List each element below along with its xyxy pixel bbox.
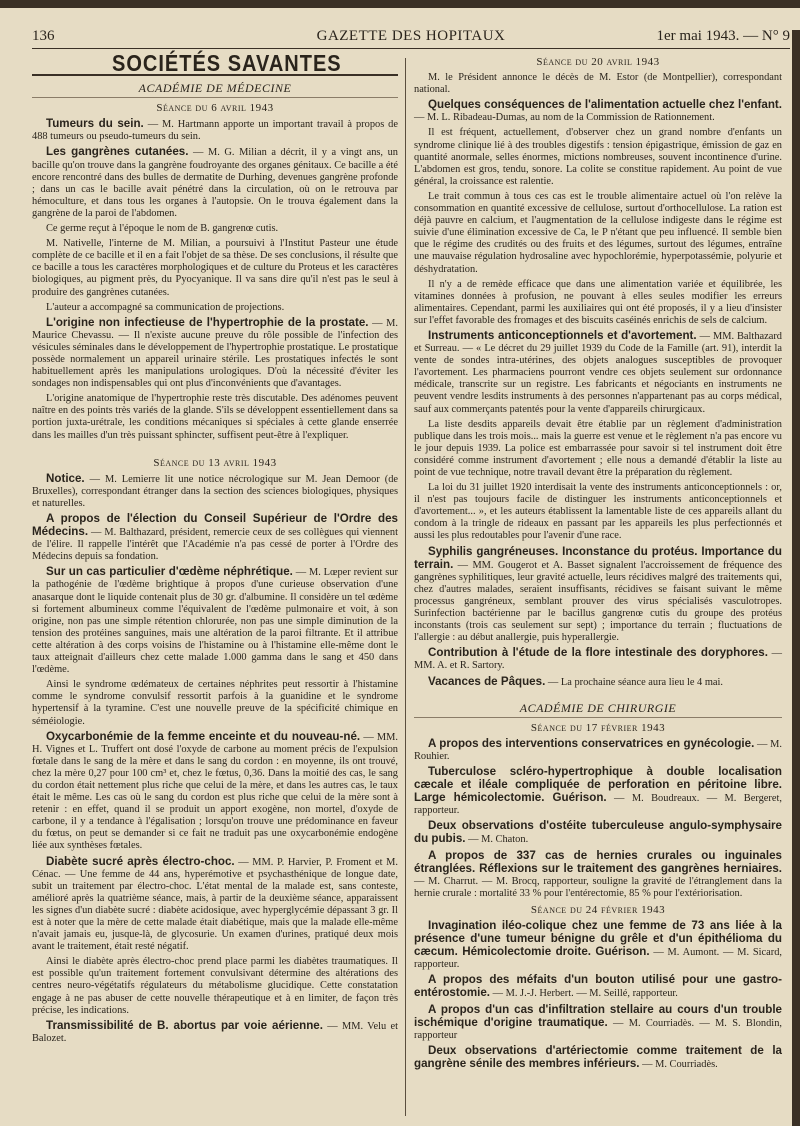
section-header — [32, 51, 398, 77]
article-text: — M. Maurice Chevassu. — Il n'existe aucune preuve du rôle possible de l'infection des vésicules séminales dans le développement de l'hypertrophie prostatique. Le prostatique possède normalement un appareil urinaire stérile. Les prostatiques infectés le sont habituellement après les manipulations urologiques. D'où la nécessité d'éviter les sondages non indispensables qui ont plus d'inconvénients que d'avantages. — [32, 317, 399, 390]
article-title: Notice. — [46, 471, 85, 485]
scan-top-edge — [0, 0, 800, 8]
article-title: Instruments anticonceptionnels et d'avortement. — [428, 328, 697, 342]
article-title: A propos de 337 cas de hernies crurales ou inguinales étranglées. Réflexions sur le traitement des gangrènes herniaires. — [414, 848, 782, 875]
article-title: A propos de l'élection du Conseil Supérieur de l'Ordre des Médecins. — [32, 512, 398, 539]
article-title: Syphilis gangréneuses. Inconstance du protéus. Importance du terrain. — [414, 544, 782, 571]
column-divider — [405, 58, 406, 1116]
section-title: SOCIÉTÉS SAVANTES — [112, 51, 342, 77]
article-text: — M. Charrut. — M. Brocq, rapporteur, souligne la gravité de l'étranglement dans la hernie crurale : mortalité 33 % pour l'entérectomie, 85 % pour l'extériorisation. — [414, 875, 782, 899]
issue-date: 1er mai 1943. — N° 9 — [656, 28, 790, 44]
article-title: Invagination iléo-colique chez une femme de 73 ans liée à la présence d'une tumeur bénigne du grêle et d'un épithélioma du cæcum. Hémicolectomie droite. Guérison. — [414, 919, 782, 959]
article-title: Oxycarbonémie de la femme enceinte et du nouveau-né. — [46, 729, 361, 743]
article-title: Tuberculose scléro-hypertrophique à double localisation cæcale et iléale compliquée de perforation en péritoine libre. Large hémicolectomie. Guérison. — [414, 764, 782, 805]
article-title: Tumeurs du sein. — [46, 117, 144, 131]
article-text: — MM. H. Vignes et L. Truffert ont dosé l'oxyde de carbone au moment précis de l'expulsion fœtale dans le sang de la mère et dans le sang du cordon : en moyenne, ils ont trouvé, chez la mère 0,27 pour 100 cm³ et, chez le fœtus, 0,36. Dans la moitié des cas, le sang du cordon était nettement plus riche que celui de la mère, et dans les autres cas, le taux était le même. Les cas où le sang du cordon est plus riche que celui de la mère sont à retenir : en effet, quand il se produit un apport exogène, non mortel, d'oxyde de carbone, il y a tendance à l'égalisation ; lorsqu'on trouve une prédominance en faveur du fœtus, on peut se demander si ce fait ne traduit pas une oxycarbonémie endogène liée aux synthèses fœtales. — [32, 731, 398, 852]
article-title: A propos des interventions conservatrices en gynécologie. — [428, 736, 755, 750]
paragraph: Il est fréquent, actuellement, d'observer chez un grand nombre d'enfants un syndrome clinique lié à des troubles digestifs : tension épigastrique, émission de gaz en quantité anormale, selles énormes, mictions nombreuses, souvent incontinence d'urine. L'abdomen est gros, tendu, sonore. La colite se constitue rapidement. Au point de vue général, la croissance est ralentie. — [414, 127, 782, 187]
academy-heading: ACADÉMIE DE MÉDECINE — [32, 82, 398, 98]
paragraph: La loi du 31 juillet 1920 interdisait la vente des instruments anticonceptionnels : or, il n'est pas toujours facile de distinguer les instruments anticonceptionnels et d'avortement... », et les auteurs établissent la lamentable liste de ces appareils allant du condom à la tringle de rideaux en passant par les appareils les plus perfectionnés et aussi les plus redoutables pour l'avenir d'une race. — [414, 482, 782, 542]
article — [414, 1004, 782, 1042]
article-text: — M. Boudreaux. — M. Bergeret, rapporteur. — [414, 793, 782, 817]
article — [414, 99, 782, 124]
article-text: — M. J.-J. Herbert. — M. Seillé, rapporteur. — [490, 988, 678, 1000]
article — [414, 738, 782, 763]
article-text: — M. Lœper revient sur la pathogénie de l'œdème brightique à propos d'une curieuse observation d'une anasarque dont le liquide contenait plus de 30 gr. d'albumine. Il considère un tel œdème si fortement albumineux comme l'équivalent de l'œdème pulmonaire et voit, à son origine, non pas une simple rétention chlorurée, non pas une simple diminution de la tension des protéines sanguines, mais une altération de la paroi filtrante. Et il attribue cette altération à des corps voisins de l'histamine ou à l'histamine elle-même dont le taux atteignait d'ailleurs chez cette malade 1.000 gamma dans le sang et 450 dans l'œdème. — [32, 567, 398, 676]
seance-heading: Séance du 24 février 1943 — [530, 903, 666, 916]
article-title: Quelques conséquences de l'alimentation actuelle chez l'enfant. — [428, 98, 782, 112]
article-title: Deux observations d'ostéite tuberculeuse angulo-symphysaire du pubis. — [414, 819, 782, 846]
article-text: — M. Hartmann apporte un important travail à propos de 488 tumeurs ou pseudo-tumeurs du sein. — [32, 119, 398, 143]
article-text: — M. Lemierre lit une notice nécrologique sur M. Jean Demoor (de Bruxelles), correspondant étranger dans la section des sciences biologiques, physiques et naturelles. — [32, 473, 398, 509]
seance-heading: Séance du 17 février 1943 — [530, 721, 666, 734]
article — [414, 1045, 782, 1071]
article — [414, 766, 782, 817]
paragraph: La liste desdits appareils devait être établie par un règlement d'administration publique dans les trois mois... mais la guerre est venue et le règlement n'a pas encore vu le jour depuis 1939. La police est embarrassée pour savoir si tel instrument doit être considéré comme instrument d'avortement ; elle nous a demandé d'établir la liste au point de vue technique, notre travail devant être la préparation du règlement. — [414, 418, 782, 478]
page-header — [32, 22, 790, 49]
article-text: — M. G. Milian a décrit, il y a vingt ans, un bacille qu'on trouve dans la gangrène foudroyante des organes génitaux. Ce bacille a été encore rencontré dans des bulles de dermatite de Durhing, devenues gangrène profonde ; dans un cas le bacille avait pénétré dans la circulation, où on le retrouva par hémoculture, et dans tous les organes à l'autopsie. On le trouva également dans la gangrène de la paroi de l'abdomen. — [32, 147, 398, 219]
article-text: — MM. Gougerot et A. Basset signalent l'accroissement de fréquence des gangrènes syphilitiques, leur gravité actuelle, leurs récidives malgré des traitements qui, chez d'autres malades, seraient insuffisants, récidives se faisant suivant le même processus gangréneux, semblant prouver des virus spécialisés vasculotropes. Surinfection bactérienne par le bacillus gangrenœ cutis du groupe des protéus inconstants (trois cas seulement sur sept) ; importance du terrain ; fluctuations de l'allergie : au début anallergie, puis hyperallergie. — [414, 559, 782, 644]
paragraph: L'origine anatomique de l'hypertrophie reste très discutable. Des adénomes peuvent naître en des points très variés de la glande. S'ils se développent essentiellement dans sa portion juxta-urétrale, les conditions mécaniques si spéciales à cette glande enserrée dans les mailles d'un très puissant sphincter, suffisent peut-être à l'expliquer. — [32, 393, 398, 441]
article-text: — MM. P. Harvier, P. Froment et M. Cénac. — Une femme de 44 ans, hyperémotive et psychasthénique de longue date, subit un traitement par électro-choc. L'état mental de la malade est, sans conteste, amélioré après la quatrième séance, mais, à partir de la deuxième séance, apparaissent les signes d'un diabète sucré : diabète acidosique, avec hyperglycémie dépassant 3 gr. Il est à noter que la mère de cette malade était diabétique, mais que la malade elle-même n'avait jamais eu, jusque-là, de glycosurie. Un examen d'urines, pratiqué deux mois avant le traitement, était resté négatif. — [32, 856, 398, 953]
article — [414, 920, 782, 971]
article-text: — MM. Velu et Balozet. — [32, 1020, 398, 1044]
article-title: L'origine non infectieuse de l'hypertrophie de la prostate. — [46, 315, 369, 329]
article — [32, 566, 398, 676]
paragraph: Le trait commun à tous ces cas est le trouble alimentaire actuel où l'on relève la consommation en quantité excessive de cellulose, surtout d'orthocellulose. La ration est déjà pauvre en calcium, et l'augmentation de la cellulose indigeste dans le régime est suivie d'une élimination excessive de Ca, le P n'étant que peu influencé. Il semble bien que le régime des crudités ou des fruits et des légumes, surtout des légumes, entraîne une mauvaise régulation hydrosaline avec hypochlorémie, hyperpotassémie, polyurie et déshydratation. — [414, 190, 782, 275]
article-text: — MM. A. et R. Sartory. — [414, 648, 782, 672]
paragraph: M. le Président annonce le décès de M. Estor (de Montpellier), correspondant national. — [414, 72, 782, 96]
article-text: — M. Balthazard, président, remercie ceux de ses collègues qui viennent de l'élire. Il rappelle l'intérêt que l'Académie n'a pas cessé de porter à l'Ordre des Médecins depuis sa fondation. — [32, 527, 398, 563]
article-text: — M. L. Ribadeau-Dumas, au nom de la Commission de Rationnement. — [414, 112, 715, 124]
article — [32, 118, 398, 143]
article — [414, 647, 782, 672]
article-text: — M. Chaton. — [465, 834, 529, 846]
article — [414, 850, 782, 900]
article — [414, 820, 782, 846]
article-text: — M. Courriadès. — [639, 1058, 718, 1070]
seance-heading: Séance du 6 avril 1943 — [156, 102, 274, 115]
seance-heading: Séance du 13 avril 1943 — [153, 456, 277, 469]
article — [32, 731, 398, 853]
paragraph: M. Nativelle, l'interne de M. Milian, a poursuivi à l'Institut Pasteur une étude complète de ce bacille et il en a fait l'objet de sa thèse. De ses conclusions, il résulte que ce bacille a tous les caractères morphologiques et de culture du Proteus et les caractères biologiques, au pigment près, du Pyocyanique. Il va sans dire qu'il n'est pas le seul à produire des gangrènes cutanées. — [32, 238, 398, 298]
article — [414, 974, 782, 1000]
journal-title: GAZETTE DES HOPITAUX — [316, 28, 506, 44]
article-title: Deux observations d'artériectomie comme traitement de la gangrène sénile des membres inférieurs. — [414, 1043, 782, 1070]
article-title: Diabète sucré après électro-choc. — [46, 854, 235, 868]
article — [414, 546, 782, 645]
paragraph: Ainsi le diabète après électro-choc prend place parmi les diabètes traumatiques. Il est possible qu'un traitement fortement convulsivant détermine des altérations des centres neuro-végétatifs régulateurs du métabolisme glucidique. Cette constatation engage à ne pas abuser de cette nouvelle thérapeutique et à en limiter, de façon très précise, les indications. — [32, 956, 398, 1016]
academy-heading: ACADÉMIE DE CHIRURGIE — [414, 702, 782, 718]
article-title: A propos des méfaits d'un bouton utilisé pour une gastro-entérostomie. — [414, 973, 782, 1000]
article — [32, 317, 398, 391]
article — [32, 1020, 398, 1045]
article-title: Sur un cas particulier d'œdème néphrétique. — [46, 565, 293, 579]
article — [32, 856, 398, 954]
paragraph: Il n'y a de remède efficace que dans une alimentation variée et équilibrée, les vitamines données à profusion, ne pouvant à elles seules modifier les erreurs alimentaires. Cependant, parmi les auxiliaires qui ont été proposés, il y a lieu d'insister sur l'effet favorable des fromages et des biscuits caséinés enrichis de sels de calcium. — [414, 278, 782, 326]
article — [32, 513, 398, 563]
article — [32, 146, 398, 220]
right-column — [414, 56, 782, 1074]
paragraph: L'auteur a accompagné sa communication de projections. — [46, 301, 285, 313]
article-text: — La prochaine séance aura lieu le 4 mai. — [545, 676, 724, 688]
article — [414, 676, 782, 689]
seance-heading: Séance du 20 avril 1943 — [536, 56, 660, 68]
article-title: Contribution à l'étude de la flore intestinale des doryphores. — [428, 646, 768, 660]
scan-right-edge — [792, 30, 800, 1126]
article-title: A propos d'un cas d'infiltration stellaire au cours d'un trouble ischémique d'origine traumatique. — [414, 1002, 782, 1029]
paragraph: Ainsi le syndrome œdémateux de certaines néphrites peut ressortir à l'histamine comme le syndrome convulsif ressortit parfois à la guanidine et le syndrome hypertensif à la tyramine. C'est une nouvelle preuve de la spécificité chimique en séméiologie. — [32, 679, 398, 727]
article-text: — M. Courriadès. — M. S. Blondin, rapporteur — [414, 1017, 782, 1041]
article-title: Vacances de Pâques. — [428, 674, 546, 688]
article-text: — M. Rouhier. — [414, 738, 782, 762]
article-title: Les gangrènes cutanées. — [46, 145, 189, 159]
article — [414, 330, 782, 416]
article-text: — MM. Balthazard et Surreau. — « Le décret du 29 juillet 1939 du Code de la Famille (art. 91), interdit la vente de sondes intra-utérines, des objets analogues susceptibles de provoquer l'avortement. Les pharmaciens pourront vendre ces objets seulement sur ordonnance médicale, transcrite sur un registre. Les fabricants et négociants en instruments ne peuvent vendre lesdits instruments à des personnes n'appartenant pas au corps médical, sauf aux commerçants patentés pour la vente d'appareils chirurgicaux. — [414, 330, 783, 415]
article-text: — M. Aumont. — M. Sicard, rapporteur. — [414, 947, 783, 971]
paragraph: Ce germe reçut à l'époque le nom de B. gangrenœ cutis. — [46, 223, 279, 235]
article-title: Transmissibilité de B. abortus par voie aérienne. — [46, 1018, 323, 1032]
article — [32, 473, 398, 510]
page-number: 136 — [32, 28, 55, 44]
left-column — [32, 51, 399, 1048]
